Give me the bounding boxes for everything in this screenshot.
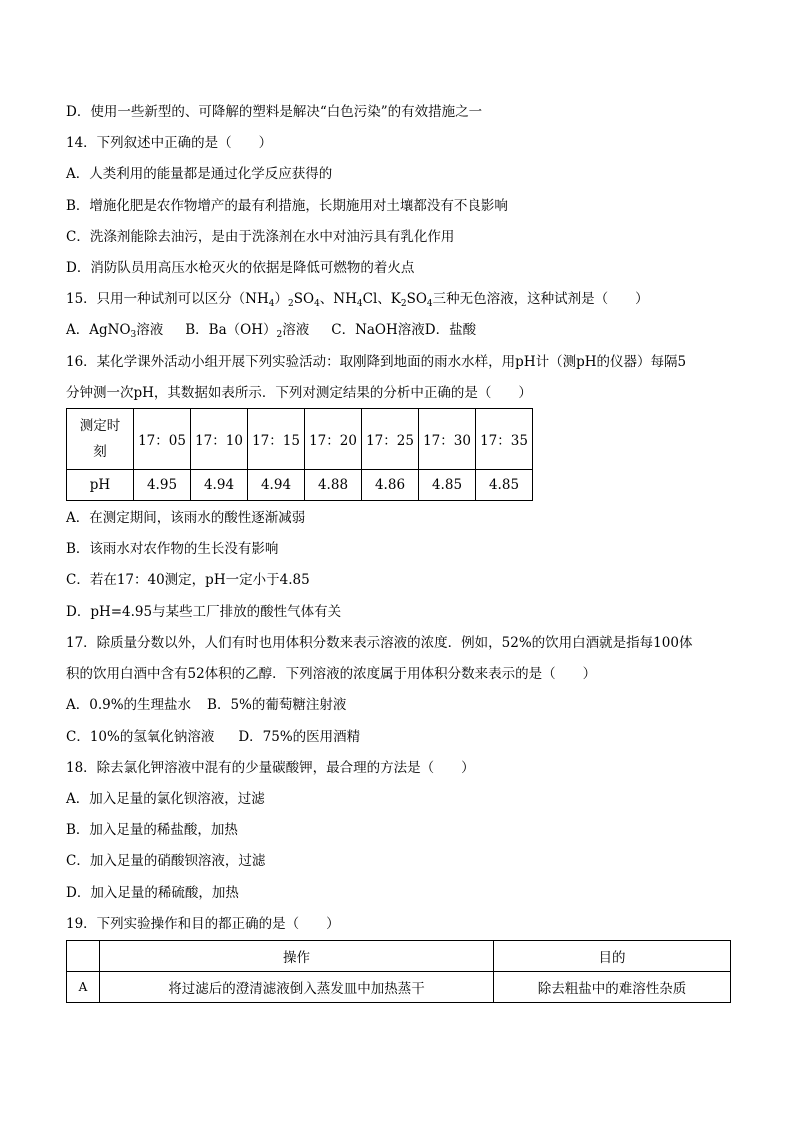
q18-option-b: B．加入足量的稀盐酸，加热 bbox=[66, 822, 238, 838]
table-cell: 17：25 bbox=[362, 409, 419, 470]
q14-option-a: A．人类利用的能量都是通过化学反应获得的 bbox=[66, 166, 333, 182]
q17-option-a: A．0.9%的生理盐水 bbox=[66, 697, 192, 713]
table-cell: 4.95 bbox=[134, 470, 191, 501]
q18-option-d: D．加入足量的稀硫酸，加热 bbox=[66, 885, 239, 901]
q15-options bbox=[66, 320, 476, 345]
q16-option-d: D．pH=4.95与某些工厂排放的酸性气体有关 bbox=[66, 604, 342, 620]
q15-option-d: D．盐酸 bbox=[424, 322, 477, 338]
q16-ph-table bbox=[66, 408, 533, 501]
q18-option-a: A．加入足量的氯化钡溶液，过滤 bbox=[66, 791, 265, 807]
table-cell: 17：35 bbox=[476, 409, 533, 470]
q17-options-cd bbox=[66, 727, 360, 747]
table-cell: 17：30 bbox=[419, 409, 476, 470]
table-cell: 4.94 bbox=[191, 470, 248, 501]
table-cell: 17：10 bbox=[191, 409, 248, 470]
table-row bbox=[67, 470, 533, 501]
q14-stem: 14．下列叙述中正确的是（ ） bbox=[66, 135, 273, 151]
q15-option-a: A．AgNO$_3$溶液 bbox=[66, 322, 164, 340]
table-cell: 4.85 bbox=[419, 470, 476, 501]
q16-option-a: A．在测定期间，该雨水的酸性逐渐减弱 bbox=[66, 510, 306, 526]
q18-stem: 18．除去氯化钾溶液中混有的少量碳酸钾，最合理的方法是（ ） bbox=[66, 760, 475, 776]
q17-option-d: D．75%的医用酒精 bbox=[238, 729, 361, 745]
table-cell: 17：20 bbox=[305, 409, 362, 470]
table-cell: 4.88 bbox=[305, 470, 362, 501]
table-cell: pH bbox=[67, 470, 134, 501]
q15-option-b: B．$Ba(OH)_2$溶液 bbox=[185, 322, 310, 340]
q19-header-operation: 操作 bbox=[100, 941, 494, 972]
table-cell bbox=[67, 941, 100, 972]
table-cell: A bbox=[67, 972, 100, 1003]
q17-option-c: C．10%的氢氧化钠溶液 bbox=[66, 729, 215, 745]
table-cell: 17：15 bbox=[248, 409, 305, 470]
table-cell: 17：05 bbox=[134, 409, 191, 470]
table-row bbox=[67, 972, 731, 1003]
table-row bbox=[67, 941, 731, 972]
q19-header-goal: 目的 bbox=[494, 941, 731, 972]
table-cell: 将过滤后的澄清滤液倒入蒸发皿中加热蒸干 bbox=[100, 972, 494, 1003]
q17-stem-line2: 积的饮用白酒中含有52体积的乙醇．下列溶液的浓度属于用体积分数来表示的是（ ） bbox=[66, 666, 597, 682]
q16-option-c: C．若在17：40测定，pH一定小于4.85 bbox=[66, 572, 310, 588]
q16-stem-line1: 16．某化学课外活动小组开展下列实验活动：取刚降到地面的雨水水样，用pH计（测pH的仪器）每隔5 bbox=[66, 354, 687, 370]
q17-stem-line1: 17．除质量分数以外，人们有时也用体积分数来表示溶液的浓度．例如，52%的饮用白酒就是指每100体 bbox=[66, 635, 693, 651]
table-cell: 4.85 bbox=[476, 470, 533, 501]
q15-option-c: C．NaOH溶液 bbox=[331, 322, 425, 338]
q14-option-c: C．洗涤剂能除去油污，是由于洗涤剂在水中对油污具有乳化作用 bbox=[66, 229, 455, 245]
table-row bbox=[67, 409, 533, 470]
q14-option-b: B．增施化肥是农作物增产的最有利措施，长期施用对土壤都没有不良影响 bbox=[66, 198, 508, 214]
table-cell: 4.94 bbox=[248, 470, 305, 501]
table-cell: 除去粗盐中的难溶性杂质 bbox=[494, 972, 731, 1003]
q14-option-d: D．消防队员用高压水枪灭火的依据是降低可燃物的着火点 bbox=[66, 260, 415, 276]
q17-option-b: B．5%的葡萄糖注射液 bbox=[207, 697, 347, 713]
q13-option-d: D．使用一些新型的、可降解的塑料是解决“白色污染”的有效措施之一 bbox=[66, 104, 483, 120]
q17-options-ab bbox=[66, 695, 346, 715]
q19-table bbox=[66, 940, 731, 1003]
q15-stem: 15．只用一种试剂可以区分$(NH_4)_2SO_4$、$NH_4Cl$、$K_2SO_4$三种无色溶液，这种试剂是（ ） bbox=[66, 291, 649, 309]
q16-stem-line2: 分钟测一次pH，其数据如表所示．下列对测定结果的分析中正确的是（ ） bbox=[66, 385, 532, 401]
table-cell: 测定时 刻 bbox=[67, 409, 134, 470]
table-cell: 4.86 bbox=[362, 470, 419, 501]
q19-stem: 19．下列实验操作和目的都正确的是（ ） bbox=[66, 916, 340, 932]
q18-option-c: C．加入足量的硝酸钡溶液，过滤 bbox=[66, 853, 266, 869]
q16-option-b: B．该雨水对农作物的生长没有影响 bbox=[66, 541, 279, 557]
